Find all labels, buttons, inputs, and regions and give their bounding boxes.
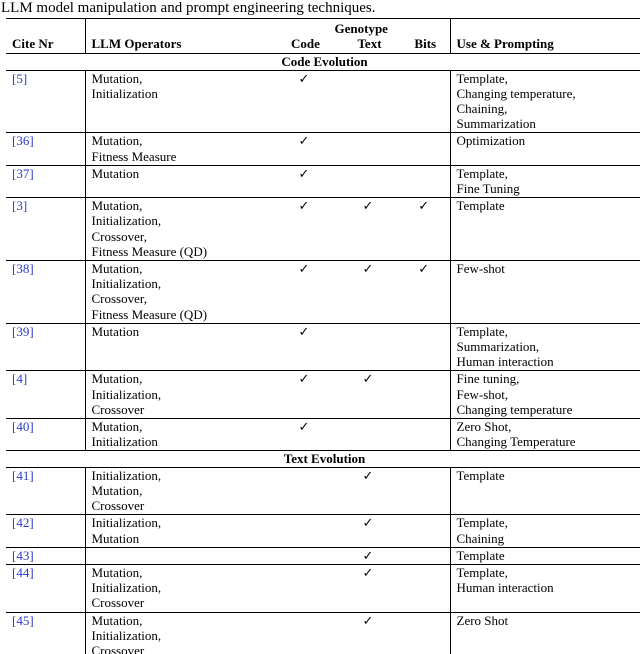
genotype-code-check: ✓ [270, 165, 338, 197]
use-prompting-cell [450, 612, 640, 654]
cite-cell [6, 371, 85, 419]
citation-link[interactable]: [37] [12, 165, 34, 181]
use-prompting-line: Zero Shot, [456, 419, 512, 435]
genotype-code-check: ✓ [270, 371, 338, 419]
operator-line: Crossover [91, 595, 145, 611]
genotype-text-check [338, 419, 398, 451]
cite-cell [6, 467, 85, 515]
cite-cell [6, 133, 85, 165]
use-prompting-line: Template, [456, 323, 508, 339]
genotype-bits-check [398, 133, 450, 165]
genotype-text-check: ✓ [338, 198, 398, 261]
operator-line: Crossover, [91, 228, 147, 244]
operator-line: Mutation [91, 530, 140, 546]
table-caption: LLM model manipulation and prompt engineering techniques. [1, 0, 376, 16]
table-row [6, 133, 640, 165]
operator-line: Initialization, [91, 276, 162, 292]
table-row [6, 165, 640, 197]
col-header-use-prompting: Use & Prompting [450, 36, 640, 54]
operator-line: Crossover [91, 401, 145, 417]
operator-line: Initialization [91, 85, 158, 101]
use-prompting-line: Changing temperature, [456, 85, 576, 101]
use-prompting-line: Template, [456, 515, 508, 531]
operators-cell [85, 564, 270, 612]
citation-link[interactable]: [3] [12, 198, 28, 214]
use-prompting-cell [450, 323, 640, 371]
use-prompting-line: Template, [456, 564, 508, 580]
table-row [6, 467, 640, 515]
operator-line: Mutation, [91, 198, 143, 214]
use-prompting-line: Template [456, 198, 505, 214]
genotype-code-check: ✓ [270, 419, 338, 451]
use-prompting-cell [450, 261, 640, 324]
operators-cell [85, 419, 270, 451]
genotype-code-check: ✓ [270, 261, 338, 324]
col-header-bits: Bits [398, 36, 450, 54]
use-prompting-line: Fine tuning, [456, 371, 520, 387]
use-prompting-cell [450, 70, 640, 133]
operator-line: Initialization, [91, 467, 162, 483]
genotype-code-check: ✓ [270, 323, 338, 371]
operator-line: Fitness Measure (QD) [91, 243, 208, 259]
cite-cell [6, 198, 85, 261]
genotype-bits-check [398, 419, 450, 451]
use-prompting-line: Zero Shot [456, 612, 509, 628]
genotype-text-check: ✓ [338, 371, 398, 419]
use-prompting-line: Summarization [456, 116, 536, 132]
genotype-text-check: ✓ [338, 564, 398, 612]
col-header-cite-nr: Cite Nr [6, 36, 85, 54]
operator-line: Mutation, [91, 261, 143, 277]
genotype-bits-check: ✓ [398, 261, 450, 324]
genotype-code-check [270, 564, 338, 612]
use-prompting-line: Changing Temperature [456, 434, 576, 450]
header-spacer-operators [85, 19, 270, 37]
cite-cell [6, 612, 85, 654]
citation-link[interactable]: [39] [12, 323, 34, 339]
use-prompting-cell [450, 515, 640, 547]
col-header-llm-operators: LLM Operators [85, 36, 270, 54]
genotype-bits-check [398, 564, 450, 612]
use-prompting-cell [450, 371, 640, 419]
table-row [6, 70, 640, 133]
operator-line: Initialization, [91, 515, 162, 531]
genotype-bits-check [398, 612, 450, 654]
operator-line: Mutation [91, 165, 140, 181]
operator-line: Initialization, [91, 386, 162, 402]
cite-cell [6, 165, 85, 197]
operators-cell [85, 70, 270, 133]
genotype-bits-check [398, 547, 450, 564]
citation-link[interactable]: [5] [12, 70, 28, 86]
table-row [6, 261, 640, 324]
genotype-code-check [270, 467, 338, 515]
citation-link[interactable]: [41] [12, 467, 34, 483]
operator-line: Mutation, [91, 371, 143, 387]
operator-line: Initialization, [91, 580, 162, 596]
cite-cell [6, 547, 85, 564]
operator-line: Mutation, [91, 612, 143, 628]
genotype-code-check: ✓ [270, 133, 338, 165]
use-prompting-cell [450, 547, 640, 564]
operator-line: Mutation [91, 323, 140, 339]
use-prompting-line: Human interaction [456, 354, 554, 370]
use-prompting-line: Template, [456, 70, 508, 86]
genotype-code-check [270, 612, 338, 654]
table-header [6, 19, 640, 54]
operator-line: Mutation, [91, 482, 143, 498]
operator-line: Crossover [91, 498, 145, 514]
operator-line: Initialization, [91, 627, 162, 643]
cite-cell [6, 70, 85, 133]
use-prompting-line: Changing temperature [456, 401, 573, 417]
genotype-group-row [6, 19, 640, 37]
genotype-bits-check [398, 467, 450, 515]
table-body [6, 54, 640, 654]
genotype-bits-check [398, 70, 450, 133]
operator-line: Initialization, [91, 213, 162, 229]
use-prompting-line: Optimization [456, 133, 526, 149]
genotype-code-check: ✓ [270, 198, 338, 261]
table-row [6, 198, 640, 261]
operators-cell [85, 323, 270, 371]
use-prompting-line: Template, [456, 165, 508, 181]
use-prompting-line: Chaining [456, 530, 505, 546]
use-prompting-line: Summarization, [456, 339, 540, 355]
use-prompting-cell [450, 198, 640, 261]
llm-techniques-table [6, 18, 640, 654]
genotype-bits-check [398, 323, 450, 371]
genotype-text-check [338, 70, 398, 133]
section-row-code-evolution [6, 54, 640, 70]
genotype-text-check: ✓ [338, 467, 398, 515]
table-row [6, 547, 640, 564]
use-prompting-line: Chaining, [456, 101, 508, 117]
genotype-text-check: ✓ [338, 612, 398, 654]
genotype-code-check: ✓ [270, 70, 338, 133]
operator-line: Initialization [91, 434, 158, 450]
citation-link[interactable]: [43] [12, 547, 34, 563]
citation-link[interactable]: [40] [12, 419, 34, 435]
citation-link[interactable]: [42] [12, 515, 34, 531]
table-row [6, 323, 640, 371]
genotype-bits-check: ✓ [398, 198, 450, 261]
operator-line: Crossover, [91, 291, 147, 307]
operators-cell [85, 371, 270, 419]
operators-cell [85, 515, 270, 547]
table-row [6, 564, 640, 612]
operators-cell [85, 261, 270, 324]
use-prompting-line: Template [456, 547, 505, 563]
cite-cell [6, 419, 85, 451]
header-spacer-cite [6, 19, 85, 37]
col-header-text: Text [338, 36, 398, 54]
use-prompting-line: Template [456, 467, 505, 483]
table-row [6, 515, 640, 547]
citation-link[interactable]: [45] [12, 612, 34, 628]
operator-line: Mutation, [91, 70, 143, 86]
citation-link[interactable]: [44] [12, 564, 34, 580]
use-prompting-cell [450, 165, 640, 197]
genotype-bits-check [398, 165, 450, 197]
genotype-text-check [338, 165, 398, 197]
operators-cell [85, 547, 270, 564]
table-row [6, 419, 640, 451]
table-row [6, 612, 640, 654]
citation-link[interactable]: [38] [12, 261, 34, 277]
genotype-code-check [270, 515, 338, 547]
genotype-bits-check [398, 515, 450, 547]
header-spacer-use [450, 19, 640, 37]
section-row-text-evolution [6, 451, 640, 467]
operators-cell [85, 467, 270, 515]
col-header-code: Code [270, 36, 338, 54]
section-title: Code Evolution [6, 54, 640, 70]
operator-line: Fitness Measure (QD) [91, 306, 208, 322]
use-prompting-cell [450, 133, 640, 165]
operator-line: Mutation, [91, 133, 143, 149]
use-prompting-line: Human interaction [456, 580, 554, 596]
cite-cell [6, 515, 85, 547]
use-prompting-line: Few-shot, [456, 386, 509, 402]
operators-cell [85, 612, 270, 654]
operator-line: Mutation, [91, 564, 143, 580]
operator-line: Fitness Measure [91, 148, 177, 164]
operators-cell [85, 133, 270, 165]
cite-cell [6, 261, 85, 324]
section-title: Text Evolution [6, 451, 640, 467]
table-row [6, 371, 640, 419]
use-prompting-cell [450, 467, 640, 515]
genotype-text-check: ✓ [338, 261, 398, 324]
genotype-bits-check [398, 371, 450, 419]
citation-link[interactable]: [36] [12, 133, 34, 149]
genotype-text-check: ✓ [338, 547, 398, 564]
genotype-code-check [270, 547, 338, 564]
genotype-text-check [338, 323, 398, 371]
citation-link[interactable]: [4] [12, 371, 28, 387]
use-prompting-cell [450, 419, 640, 451]
cite-cell [6, 323, 85, 371]
genotype-text-check [338, 133, 398, 165]
use-prompting-line: Few-shot [456, 261, 505, 277]
genotype-group-header: Genotype [334, 21, 388, 36]
operators-cell [85, 165, 270, 197]
cite-cell [6, 564, 85, 612]
use-prompting-cell [450, 564, 640, 612]
operator-line: Mutation, [91, 419, 143, 435]
operator-line: Crossover [91, 642, 145, 654]
genotype-text-check: ✓ [338, 515, 398, 547]
use-prompting-line: Fine Tuning [456, 181, 520, 197]
column-header-row [6, 36, 640, 54]
operators-cell [85, 198, 270, 261]
